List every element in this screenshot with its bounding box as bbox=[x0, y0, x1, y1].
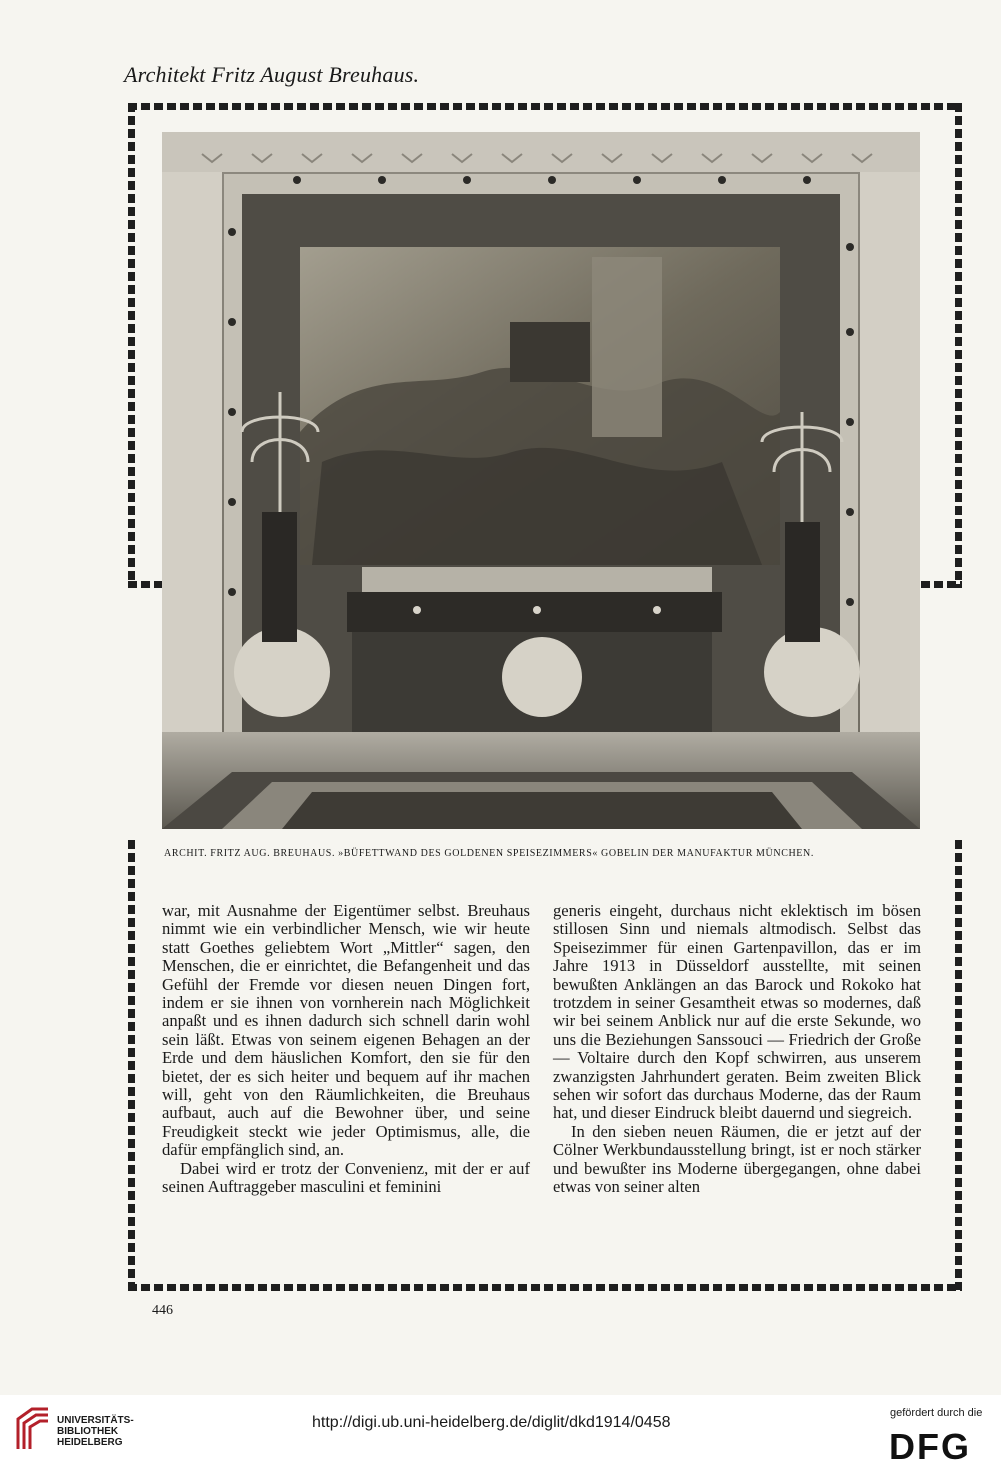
dfg-logo: DFG bbox=[889, 1426, 971, 1467]
left-column bbox=[162, 902, 530, 1197]
funding-label: gefördert durch die bbox=[890, 1407, 983, 1419]
library-logo-icon bbox=[14, 1405, 52, 1453]
page-number: 446 bbox=[152, 1303, 173, 1318]
footer-bar bbox=[0, 1395, 1001, 1470]
right-column bbox=[553, 902, 921, 1197]
paragraph: Dabei wird er trotz der Convenienz, mit der er auf seinen Auftraggeber masculini et feminini bbox=[162, 1158, 530, 1197]
source-url-link[interactable]: http://digi.ub.uni-heidelberg.de/diglit/dkd1914/0458 bbox=[312, 1414, 671, 1431]
paragraph: generis eingeht, durchaus nicht eklektisch im bösen stillosen Sinn und niemals altmodisch. Selbst das Speisezimmer für einen Gartenpavillon, das er im Jahre 1913 in Düsseldorf ausstellte, mit seinen bewußten Anklängen an das Barock und Rokoko hat trotzdem in seiner Gesamtheit etwas so modernes, daß wir bei seinem Anblick nur auf die erste Sekunde, wo uns die Beziehungen Sanssouci — Friedrich der Große — Voltaire durch den Kopf schwirren, aus unserem zwanzigsten Jahrhundert geraten. Beim zweiten Blick sehen wir sofort das durchaus Moderne, das der Raum hat, und dieser Eindruck bleibt dauernd und siegreich. bbox=[553, 901, 921, 1123]
figure-caption: ARCHIT. FRITZ AUG. BREUHAUS. »BÜFETTWAND DES GOLDENEN SPEISEZIMMERS« GOBELIN DER MANUFAKTUR MÜNCHEN. bbox=[164, 848, 814, 859]
library-name: UNIVERSITÄTS- BIBLIOTHEK HEIDELBERG bbox=[57, 1415, 134, 1448]
paragraph: war, mit Ausnahme der Eigentümer selbst. Breuhaus nimmt wie ein verbindlicher Mensch, wie wir heute statt Goethes geliebtem Wort „Mittler“ sagen, den Menschen, die er einrichtet, die Befangenheit und das Gefühl der Fremde vor diesen neuen Dingen fort, indem er sie ihnen von vornherein nach Möglichkeit anpaßt und es ihnen dadurch sich schnell darin wohl sein läßt. Etwas von seinem eigenen Behagen an der Erde und dem häuslichen Komfort, den sie für den bietet, der es sich heiter und bequem auf ihr machen will, geht von den Räumlichkeiten, die Breuhaus aufbaut, auch auf die Bewohner über, und seine Freudigkeit steckt wie jeder Optimismus, alle, die dafür empfänglich sind, an. bbox=[162, 901, 530, 1160]
interior-photograph bbox=[162, 132, 920, 829]
paragraph: In den sieben neuen Räumen, die er jetzt auf der Cölner Werkbundausstellung bringt, ist er noch stärker und bewußter ins Moderne übergegangen, ohne dabei etwas von seiner alten bbox=[553, 1121, 921, 1197]
running-head: Architekt Fritz August Breuhaus. bbox=[124, 62, 420, 87]
